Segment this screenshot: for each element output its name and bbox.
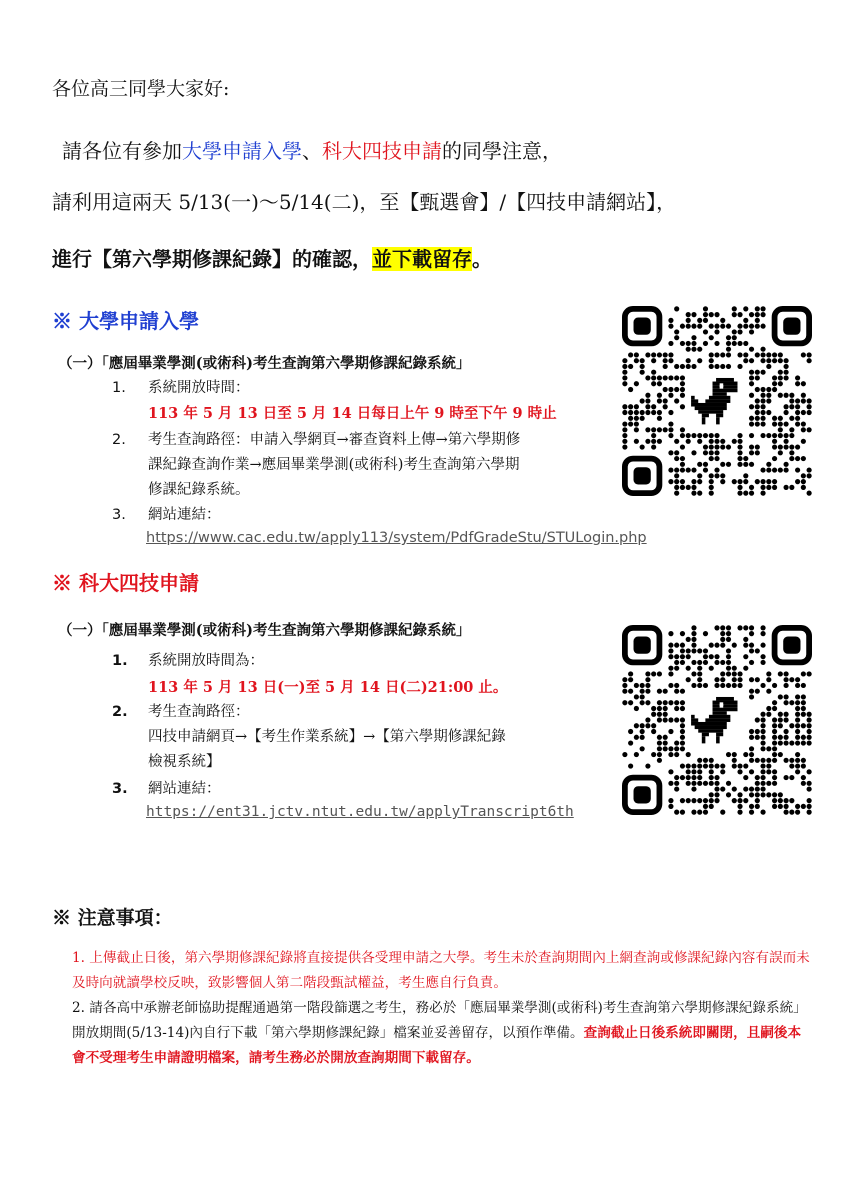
notes-title: ※ 注意事項： — [52, 907, 173, 929]
item-label: 網站連結： — [148, 781, 221, 797]
section2-item-2 — [112, 700, 612, 775]
item-line: 考生查詢路徑： — [148, 704, 250, 720]
section2-link[interactable]: https://ent31.jctv.ntut.edu.tw/applyTranscript6th — [146, 804, 574, 820]
section2-subtitle: （一）「應屆畢業學測(或術科)考生查詢第六學期修課紀錄系統」 — [58, 622, 471, 639]
item-number: 1. — [112, 380, 126, 396]
notes-paragraph-2 — [72, 996, 812, 1071]
intro-tech-apply: 科大四技申請 — [322, 139, 442, 163]
item-number: 3. — [112, 507, 126, 523]
qr-code-dino-icon — [622, 306, 812, 496]
item-number: 2. — [112, 432, 126, 448]
section2-open-time: 113 年 5 月 13 日(一)至 5 月 14 日(二)21:00 止。 — [148, 679, 508, 696]
confirm-end: 。 — [472, 247, 492, 271]
date-line: 請利用這兩天 5/13(一)～5/14(二)，至【甄選會】/【四技申請網站】， — [52, 190, 677, 214]
confirm-text: 進行【第六學期修課紀錄】的確認， — [52, 247, 372, 271]
notes-body — [72, 946, 812, 1071]
intro-sep: 、 — [302, 139, 322, 163]
item-line: 四技申請網頁→【考生作業系統】→【第六學期修課紀錄 — [148, 729, 506, 745]
item-line: 修課紀錄系統。 — [148, 482, 250, 498]
qr-code-section1[interactable] — [622, 306, 812, 500]
notes-p2-normal: 2. 請各高中承辦老師協助提醒通過第一階段篩選之考生，務必於「應屆畢業學測(或術科)考生查詢第六學期修課紀錄系統」開放期間(5/13-14)內自行下載「第六學期修課紀錄」檔案並妥善留存，以預作準備。 — [72, 1000, 807, 1041]
section1-title: ※ 大學申請入學 — [52, 309, 199, 333]
section1-item-1 — [112, 376, 612, 401]
greeting: 各位高三同學大家好: — [52, 78, 230, 100]
item-line: 課紀錄查詢作業→應屆畢業學測(或術科)考生查詢第六學期 — [148, 457, 520, 473]
item-line: 檢視系統】 — [148, 754, 221, 770]
confirm-highlight: 並下載留存 — [372, 247, 472, 271]
section2-item-3 — [112, 777, 612, 802]
intro-line — [62, 135, 562, 164]
item-number: 3. — [112, 781, 128, 797]
section1-subtitle: （一）「應屆畢業學測(或術科)考生查詢第六學期修課紀錄系統」 — [58, 355, 471, 372]
section1-open-time: 113 年 5 月 13 日至 5 月 14 日每日上午 9 時至下午 9 時止 — [148, 405, 557, 422]
item-label: 網站連結： — [148, 507, 221, 523]
section1-link[interactable]: https://www.cac.edu.tw/apply113/system/PdfGradeStu/STULogin.php — [146, 530, 647, 546]
item-number: 1. — [112, 653, 128, 669]
intro-univ-apply: 大學申請入學 — [182, 139, 302, 163]
section1-item-2 — [112, 428, 612, 503]
section2-title: ※ 科大四技申請 — [52, 571, 199, 595]
intro-suffix: 的同學注意， — [442, 139, 562, 163]
item-number: 2. — [112, 704, 128, 720]
qr-code-dino-icon — [622, 625, 812, 815]
intro-prefix: 請各位有參加 — [62, 139, 182, 163]
confirm-line — [52, 243, 492, 272]
section2-item-1 — [112, 649, 612, 674]
qr-code-section2[interactable] — [622, 625, 812, 819]
item-label: 系統開放時間： — [148, 380, 250, 396]
notes-paragraph-1: 1. 上傳截止日後，第六學期修課紀錄將直接提供各受理申請之大學。考生未於查詢期間內上網查詢或修課紀錄內容有誤而未及時向就讀學校反映，致影響個人第二階段甄試權益，考生應自行負責。 — [72, 950, 810, 991]
item-line: 考生查詢路徑：申請入學網頁→審查資料上傳→第六學期修 — [148, 432, 521, 448]
section1-item-3 — [112, 503, 612, 528]
notes-p2-bold: 查詢截止日後系統即關閉，且嗣後本會不受理考生申請證明檔案，請考生務必於開放查詢期間下載留存。 — [72, 1025, 802, 1066]
item-label: 系統開放時間為： — [148, 653, 264, 669]
